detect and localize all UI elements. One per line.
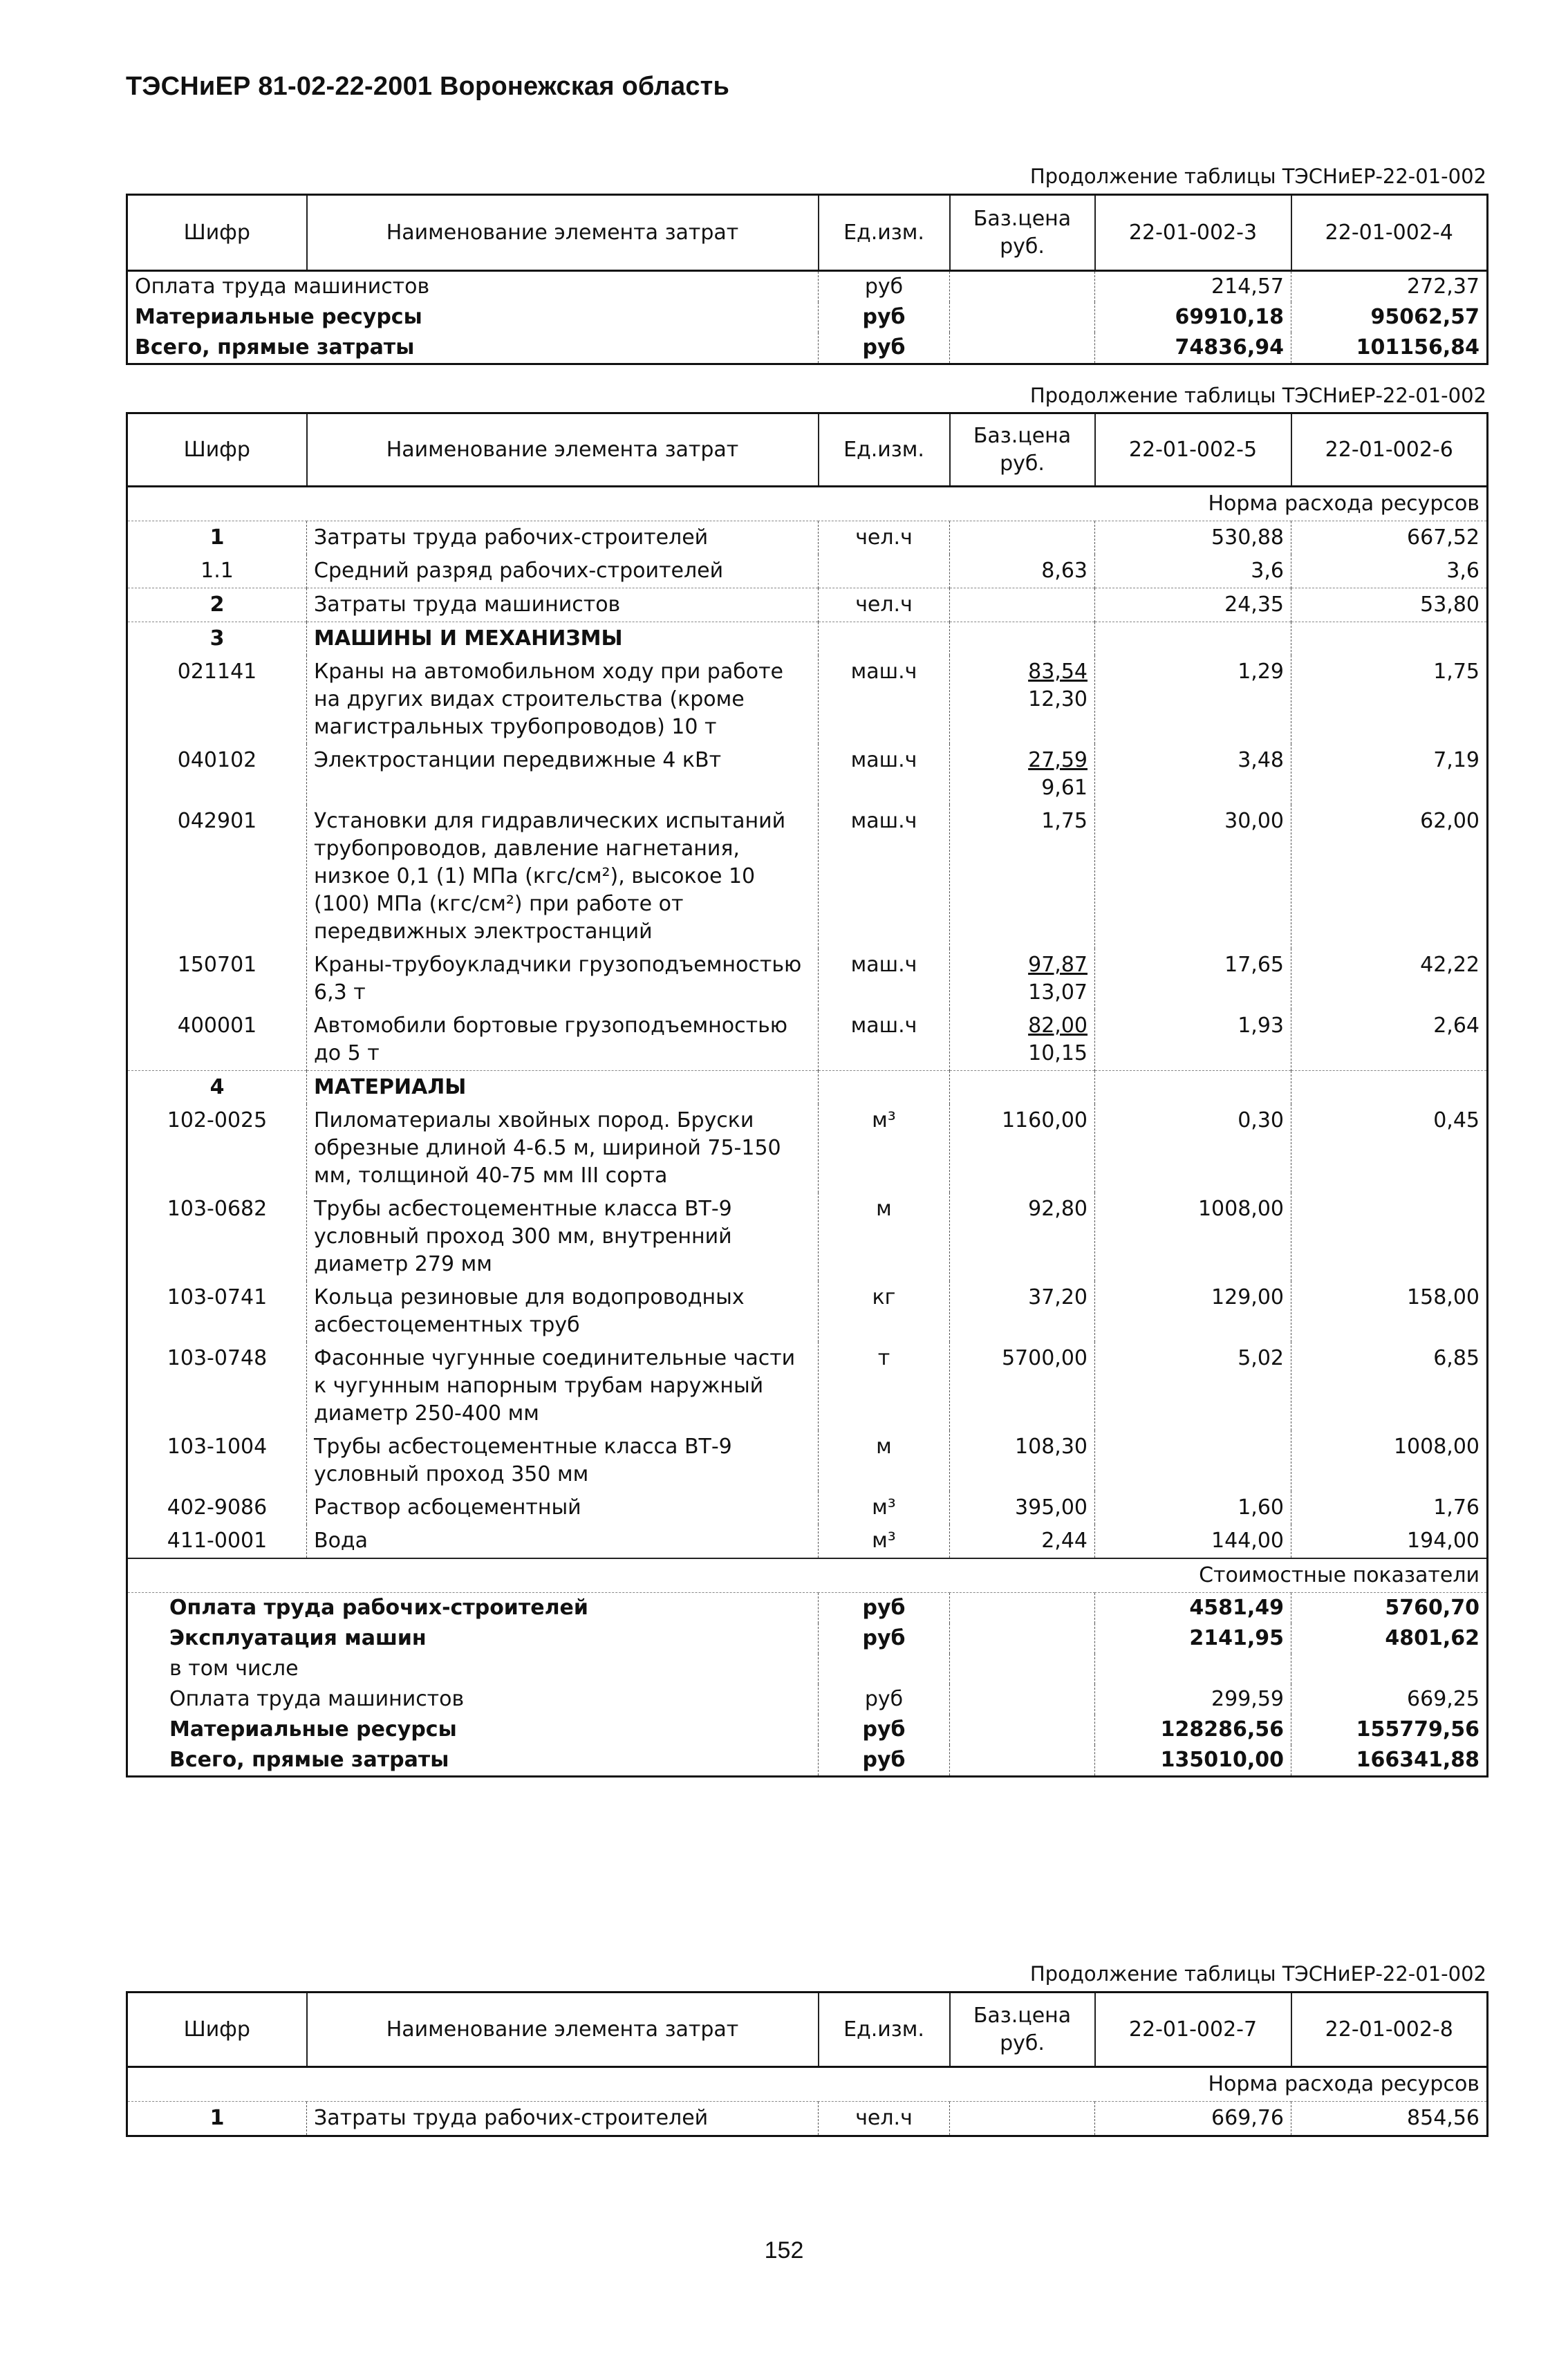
row-code: 042901 xyxy=(177,809,257,833)
row-value-1: 299,59 xyxy=(1095,1684,1291,1715)
row-price-empty xyxy=(950,1593,1095,1624)
cost-label: Стоимостные показатели xyxy=(127,1558,1488,1593)
table-1 xyxy=(126,194,1488,365)
price-main: 27,59 xyxy=(1028,748,1088,772)
header-price: Баз.цена руб. xyxy=(950,1993,1095,2067)
row-value-1 xyxy=(1095,1654,1291,1684)
header-col-1: 22-01-002-3 xyxy=(1095,195,1291,271)
price-operator-wage: 10,15 xyxy=(1028,1041,1088,1065)
row-value-2 xyxy=(1291,1654,1488,1684)
row-unit: маш.ч xyxy=(819,1009,950,1071)
row-code: 021141 xyxy=(177,660,257,684)
row-price: 1,75 xyxy=(950,805,1095,949)
row-name: Установки для гидравлических испытаний трубопроводов, давление нагнетания, низкое 0,1 (1) МПа (кгс/см²), высокое 10 (100) МПа (кгс/см²) при работе от передвижных электростанций xyxy=(307,805,819,949)
document-title: ТЭСНиЕР 81-02-22-2001 Воронежская область xyxy=(126,72,730,101)
header-price: Баз.цена руб. xyxy=(950,413,1095,487)
row-unit: м³ xyxy=(819,1104,950,1193)
row-name: Краны-трубоукладчики грузоподъемностью 6,3 т xyxy=(307,949,819,1009)
table-3 xyxy=(126,1991,1488,2137)
row-price: 37,20 xyxy=(950,1281,1095,1342)
continuation-label-2: Продолжение таблицы ТЭСНиЕР-22-01-002 xyxy=(1029,384,1486,407)
row-code: 150701 xyxy=(177,953,257,977)
row-value-1: 1,29 xyxy=(1095,655,1291,744)
row-name: Оплата труда машинистов xyxy=(135,274,430,299)
row-name: Затраты труда рабочих-строителей xyxy=(307,521,819,555)
table-row xyxy=(127,554,1488,588)
row-name: Автомобили бортовые грузоподъемностью до 5 т xyxy=(307,1009,819,1071)
row-price: 92,80 xyxy=(950,1193,1095,1281)
row-price: 8,63 xyxy=(950,554,1095,588)
page-number: 152 xyxy=(764,2237,804,2264)
row-price-empty xyxy=(950,1684,1095,1715)
row-name: Всего, прямые затраты xyxy=(169,1748,449,1772)
row-unit: м³ xyxy=(819,1524,950,1558)
table-row xyxy=(127,744,1488,805)
table-2 xyxy=(126,412,1488,1778)
row-unit: м xyxy=(819,1193,950,1281)
row-unit: руб xyxy=(819,1715,950,1745)
row-value-2: 272,37 xyxy=(1291,271,1488,303)
table-row xyxy=(127,333,1488,364)
table-row xyxy=(127,271,1488,303)
table-row xyxy=(127,1281,1488,1342)
row-name: Электростанции передвижные 4 кВт xyxy=(307,744,819,805)
cost-row xyxy=(127,1593,1488,1624)
row-value-2: 42,22 xyxy=(1291,949,1488,1009)
row-price xyxy=(950,744,1095,805)
row-unit: руб xyxy=(819,1623,950,1654)
row-unit: руб xyxy=(819,333,950,364)
row-value-1: 17,65 xyxy=(1095,949,1291,1009)
row-value-2: 5760,70 xyxy=(1291,1593,1488,1624)
row-unit: чел.ч xyxy=(819,521,950,555)
header-name: Наименование элемента затрат xyxy=(307,1993,819,2067)
row-unit: маш.ч xyxy=(819,805,950,949)
row-code: 2 xyxy=(127,588,307,622)
row-name: Вода xyxy=(307,1524,819,1558)
continuation-label-3: Продолжение таблицы ТЭСНиЕР-22-01-002 xyxy=(1029,1962,1486,1986)
row-price: 395,00 xyxy=(950,1491,1095,1524)
row-unit: м³ xyxy=(819,1491,950,1524)
table-row xyxy=(127,1104,1488,1193)
row-price xyxy=(950,949,1095,1009)
row-name: Материальные ресурсы xyxy=(135,305,422,329)
price-operator-wage: 13,07 xyxy=(1028,980,1088,1005)
row-value-2: 1,75 xyxy=(1291,655,1488,744)
row-value-1: 3,48 xyxy=(1095,744,1291,805)
row-price: 1160,00 xyxy=(950,1104,1095,1193)
table-row xyxy=(127,655,1488,744)
header-col-1: 22-01-002-5 xyxy=(1095,413,1291,487)
row-price: 108,30 xyxy=(950,1430,1095,1491)
header-code: Шифр xyxy=(127,413,307,487)
price-operator-wage: 12,30 xyxy=(1028,687,1088,711)
row-name: МАТЕРИАЛЫ xyxy=(307,1071,819,1105)
row-code: 411-0001 xyxy=(167,1529,268,1553)
row-unit xyxy=(819,622,950,656)
table-row xyxy=(127,949,1488,1009)
row-code: 103-0682 xyxy=(167,1197,268,1221)
norma-band xyxy=(127,487,1488,521)
header-name: Наименование элемента затрат xyxy=(307,195,819,271)
row-code: 040102 xyxy=(177,748,257,772)
row-code: 402-9086 xyxy=(167,1495,268,1520)
row-unit: руб xyxy=(819,1745,950,1777)
table-row xyxy=(127,805,1488,949)
row-code: 1 xyxy=(209,2106,225,2130)
row-value-1 xyxy=(1095,1071,1291,1105)
table-row xyxy=(127,1009,1488,1071)
row-value-1: 24,35 xyxy=(1095,588,1291,622)
price-main: 97,87 xyxy=(1028,953,1088,977)
row-unit: маш.ч xyxy=(819,744,950,805)
row-unit: руб xyxy=(819,302,950,333)
row-value-1: 30,00 xyxy=(1095,805,1291,949)
row-name: в том числе xyxy=(169,1657,299,1681)
row-value-1: 214,57 xyxy=(1095,271,1291,303)
row-code: 102-0025 xyxy=(167,1108,268,1132)
row-value-2: 3,6 xyxy=(1291,554,1488,588)
row-value-2: 166341,88 xyxy=(1291,1745,1488,1777)
row-code: 400001 xyxy=(177,1014,257,1038)
row-value-2: 194,00 xyxy=(1291,1524,1488,1558)
row-name: Затраты труда машинистов xyxy=(307,588,819,622)
price-main: 82,00 xyxy=(1028,1014,1088,1038)
row-unit xyxy=(819,1654,950,1684)
row-code: 4 xyxy=(127,1071,307,1105)
row-code: 1 xyxy=(209,525,225,550)
row-code: 1.1 xyxy=(200,559,234,583)
row-price-empty xyxy=(950,1745,1095,1777)
row-value-2: 53,80 xyxy=(1291,588,1488,622)
cost-row xyxy=(127,1654,1488,1684)
row-code: 103-0741 xyxy=(167,1285,268,1309)
header-name: Наименование элемента затрат xyxy=(307,413,819,487)
row-value-1: 0,30 xyxy=(1095,1104,1291,1193)
row-unit: руб xyxy=(819,1593,950,1624)
row-value-2 xyxy=(1291,1071,1488,1105)
row-value-1: 2141,95 xyxy=(1095,1623,1291,1654)
row-value-1: 5,02 xyxy=(1095,1342,1291,1430)
table-row xyxy=(127,588,1488,622)
row-value-2: 95062,57 xyxy=(1291,302,1488,333)
norma-label: Норма расхода ресурсов xyxy=(127,2067,1488,2102)
row-unit: м xyxy=(819,1430,950,1491)
row-name: Эксплуатация машин xyxy=(169,1626,427,1650)
row-name: Фасонные чугунные соединительные части к чугунным напорным трубам наружный диаметр 250-400 мм xyxy=(307,1342,819,1430)
table-row xyxy=(127,622,1488,656)
row-name: Кольца резиновые для водопроводных асбестоцементных труб xyxy=(307,1281,819,1342)
row-name: Затраты труда рабочих-строителей xyxy=(307,2102,819,2136)
row-unit xyxy=(819,554,950,588)
cost-row xyxy=(127,1745,1488,1777)
table-row xyxy=(127,2102,1488,2136)
row-value-2: 667,52 xyxy=(1291,521,1488,555)
row-unit: руб xyxy=(819,271,950,303)
row-unit: маш.ч xyxy=(819,655,950,744)
row-value-1: 144,00 xyxy=(1095,1524,1291,1558)
row-name: Трубы асбестоцементные класса ВТ-9 условный проход 300 мм, внутренний диаметр 279 мм xyxy=(307,1193,819,1281)
row-unit: т xyxy=(819,1342,950,1430)
header-price: Баз.цена руб. xyxy=(950,195,1095,271)
row-value-2: 101156,84 xyxy=(1291,333,1488,364)
table-row xyxy=(127,1342,1488,1430)
table-row xyxy=(127,1071,1488,1105)
row-name: Оплата труда машинистов xyxy=(169,1687,465,1711)
header-col-2: 22-01-002-8 xyxy=(1291,1993,1488,2067)
table-row xyxy=(127,1491,1488,1524)
row-value-2: 1008,00 xyxy=(1291,1430,1488,1491)
header-code: Шифр xyxy=(127,195,307,271)
row-value-2 xyxy=(1291,1193,1488,1281)
row-price xyxy=(950,622,1095,656)
row-value-1: 1,93 xyxy=(1095,1009,1291,1071)
header-code: Шифр xyxy=(127,1993,307,2067)
row-value-1: 530,88 xyxy=(1095,521,1291,555)
row-unit: маш.ч xyxy=(819,949,950,1009)
row-code: 103-0748 xyxy=(167,1346,268,1370)
row-name: Всего, прямые затраты xyxy=(135,335,415,360)
row-name: Средний разряд рабочих-строителей xyxy=(307,554,819,588)
row-value-2: 62,00 xyxy=(1291,805,1488,949)
norma-band xyxy=(127,2067,1488,2102)
row-price xyxy=(950,1009,1095,1071)
row-code: 3 xyxy=(127,622,307,656)
row-value-1 xyxy=(1095,1430,1291,1491)
row-value-1: 135010,00 xyxy=(1095,1745,1291,1777)
row-value-1 xyxy=(1095,622,1291,656)
norma-label: Норма расхода ресурсов xyxy=(127,487,1488,521)
header-col-2: 22-01-002-4 xyxy=(1291,195,1488,271)
table-row xyxy=(127,1524,1488,1558)
header-col-2: 22-01-002-6 xyxy=(1291,413,1488,487)
table-row xyxy=(127,302,1488,333)
row-unit: чел.ч xyxy=(819,588,950,622)
row-value-1: 1008,00 xyxy=(1095,1193,1291,1281)
continuation-label-1: Продолжение таблицы ТЭСНиЕР-22-01-002 xyxy=(1029,165,1486,188)
row-price xyxy=(950,521,1095,555)
header-unit: Ед.изм. xyxy=(819,413,950,487)
row-value-1: 128286,56 xyxy=(1095,1715,1291,1745)
row-price: 5700,00 xyxy=(950,1342,1095,1430)
row-unit xyxy=(819,1071,950,1105)
row-value-2: 4801,62 xyxy=(1291,1623,1488,1654)
table-row xyxy=(127,1193,1488,1281)
row-price: 2,44 xyxy=(950,1524,1095,1558)
header-unit: Ед.изм. xyxy=(819,195,950,271)
header-col-1: 22-01-002-7 xyxy=(1095,1993,1291,2067)
row-unit: руб xyxy=(819,1684,950,1715)
row-value-2: 155779,56 xyxy=(1291,1715,1488,1745)
row-name: Оплата труда рабочих-строителей xyxy=(169,1596,588,1620)
row-price xyxy=(950,655,1095,744)
row-name: Пиломатериалы хвойных пород. Бруски обрезные длиной 4-6.5 м, шириной 75-150 мм, толщиной 40-75 мм III сорта xyxy=(307,1104,819,1193)
row-price xyxy=(950,1071,1095,1105)
cost-row xyxy=(127,1623,1488,1654)
row-value-1: 3,6 xyxy=(1095,554,1291,588)
row-value-1: 1,60 xyxy=(1095,1491,1291,1524)
row-price xyxy=(950,588,1095,622)
price-main: 83,54 xyxy=(1028,660,1088,684)
row-name: Раствор асбоцементный xyxy=(307,1491,819,1524)
row-value-1: 69910,18 xyxy=(1095,302,1291,333)
row-value-2: 7,19 xyxy=(1291,744,1488,805)
row-value-1: 74836,94 xyxy=(1095,333,1291,364)
row-name: МАШИНЫ И МЕХАНИЗМЫ xyxy=(307,622,819,656)
row-value-1: 669,76 xyxy=(1095,2102,1291,2136)
row-code: 103-1004 xyxy=(167,1435,268,1459)
header-unit: Ед.изм. xyxy=(819,1993,950,2067)
row-value-2 xyxy=(1291,622,1488,656)
table-row xyxy=(127,1430,1488,1491)
row-value-1: 129,00 xyxy=(1095,1281,1291,1342)
cost-row xyxy=(127,1684,1488,1715)
row-unit: чел.ч xyxy=(819,2102,950,2136)
row-unit: кг xyxy=(819,1281,950,1342)
row-value-2: 1,76 xyxy=(1291,1491,1488,1524)
row-value-1: 4581,49 xyxy=(1095,1593,1291,1624)
row-name: Материальные ресурсы xyxy=(169,1717,457,1742)
price-operator-wage: 9,61 xyxy=(1041,776,1088,800)
row-value-2: 854,56 xyxy=(1291,2102,1488,2136)
row-value-2: 2,64 xyxy=(1291,1009,1488,1071)
row-name: Краны на автомобильном ходу при работе на других видах строительства (кроме магистральных трубопроводов) 10 т xyxy=(307,655,819,744)
row-value-2: 158,00 xyxy=(1291,1281,1488,1342)
row-name: Трубы асбестоцементные класса ВТ-9 условный проход 350 мм xyxy=(307,1430,819,1491)
row-value-2: 6,85 xyxy=(1291,1342,1488,1430)
cost-band xyxy=(127,1558,1488,1593)
cost-row xyxy=(127,1715,1488,1745)
row-price-empty xyxy=(950,1623,1095,1654)
row-value-2: 0,45 xyxy=(1291,1104,1488,1193)
table-row xyxy=(127,521,1488,555)
row-price-empty xyxy=(950,1654,1095,1684)
row-value-2: 669,25 xyxy=(1291,1684,1488,1715)
row-price-empty xyxy=(950,1715,1095,1745)
